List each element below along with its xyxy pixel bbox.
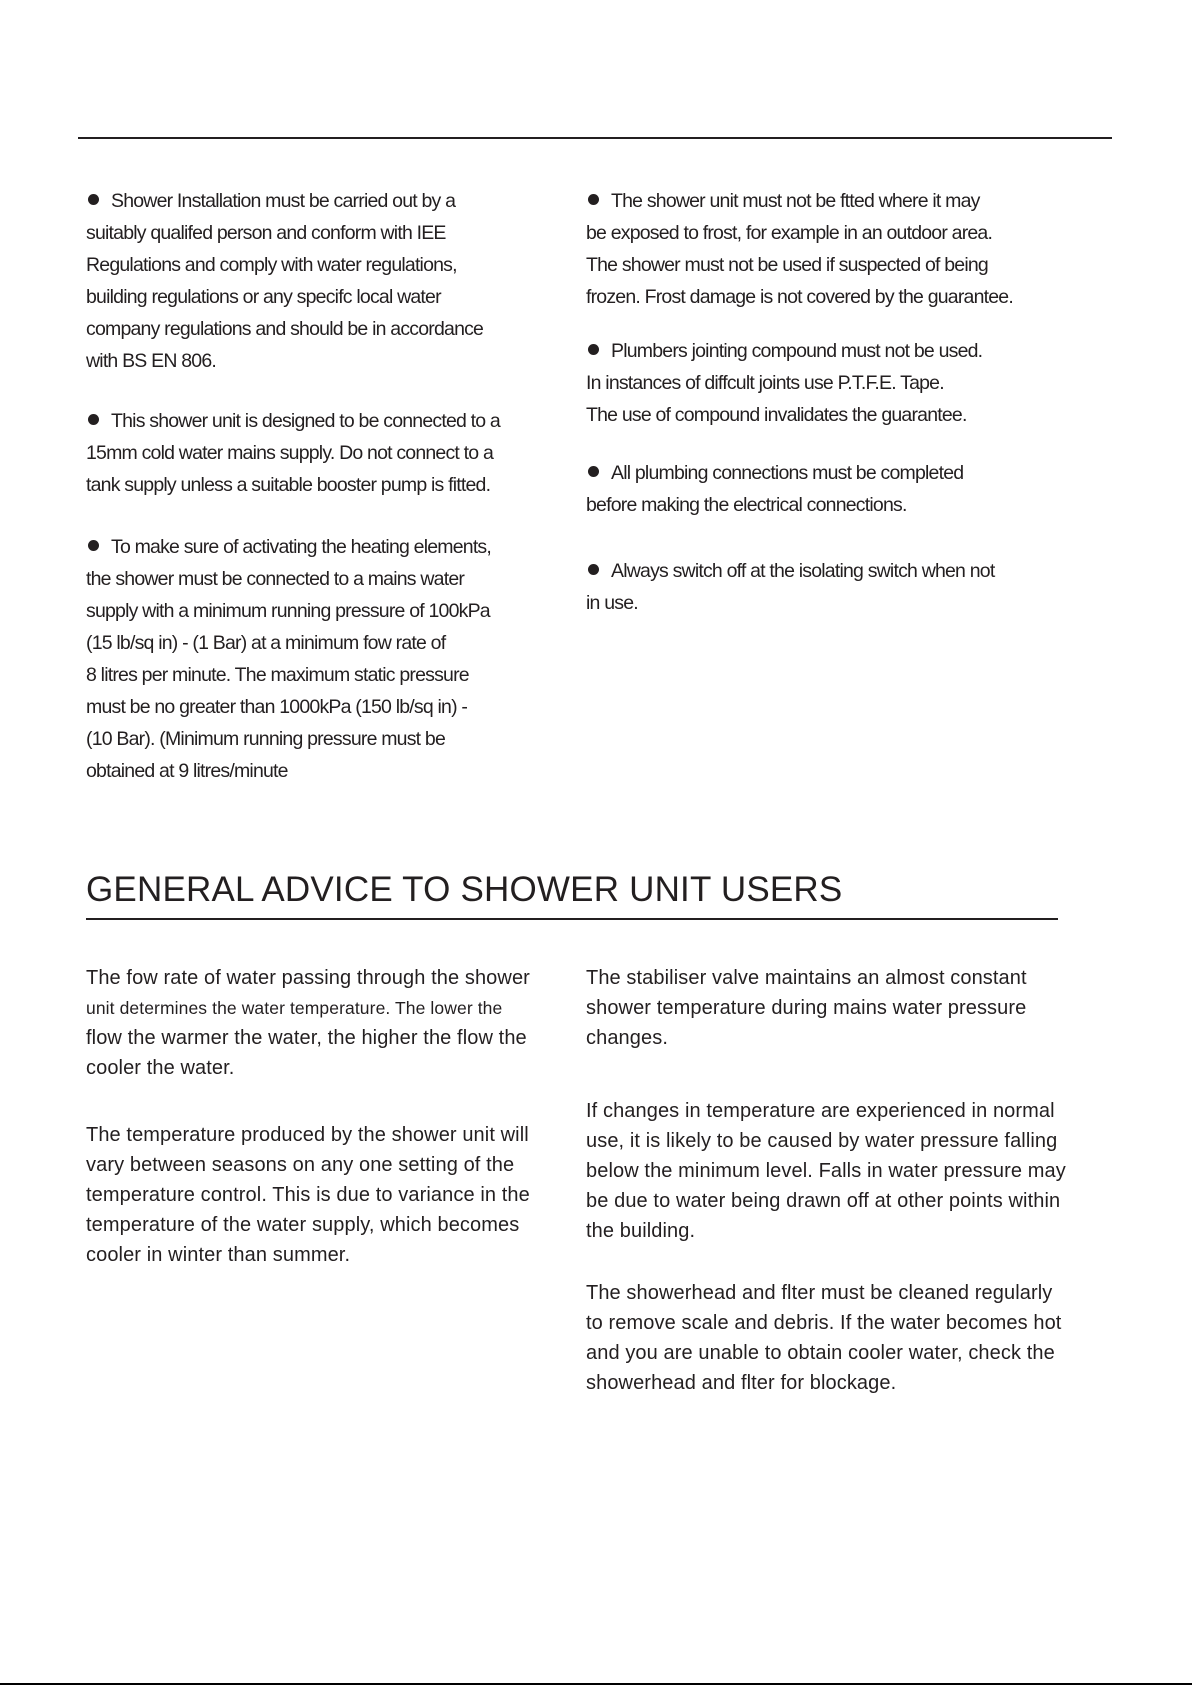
advice-cleaning: The showerhead and flter must be cleaned regularly to remove scale and debris. If the water becomes hot and you are unable to obtain cooler water, check the showerhead and flter for blockage. [586,1282,1062,1394]
header-rule [78,137,1112,139]
note-switch-off: Always switch off at the isolating switch when not in use. [586,560,995,614]
advice-flow-rate: The fow rate of water passing through the shower unit determines the water temperature. The lower the flow the warmer the water, the higher the flow the cooler the water. [86,967,530,1079]
section-title: GENERAL ADVICE TO SHOWER UNIT USERS [86,870,843,909]
bullet-icon [88,540,99,551]
installation-notes-left [86,185,556,787]
advice-temperature-changes: If changes in temperature are experienced in normal use, it is likely to be caused by water pressure falling below the minimum level. Falls in water pressure may be due to water being drawn off at other points within the building. [586,1100,1066,1242]
bullet-icon [88,194,99,205]
advice-seasons: The temperature produced by the shower unit will vary between seasons on any one setting of the temperature control. This is due to variance in the temperature of the water supply, which becomes cooler in winter than summer. [86,1124,530,1266]
note-installer: Shower Installation must be carried out by a suitably qualifed person and conform with IEE Regulations and comply with water regulations, building regulations or any specifc local water company regulations and should be in accordance with BS EN 806. [86,190,484,372]
note-pressure: To make sure of activating the heating elements, the shower must be connected to a mains water supply with a minimum running pressure of 100kPa (15 lb/sq in) - (1 Bar) at a minimum fow rate of 8 litres per minute. The maximum static pressure must be no greater than 1000kPa (150 lb/sq in) - (10 Bar). (Minimum running pressure must be obtained at 9 litres/minute [86,536,492,782]
advice-right-column [586,963,1116,1398]
advice-stabiliser: The stabiliser valve maintains an almost constant shower temperature during mains water pressure changes. [586,967,1027,1049]
advice-left-column [86,963,586,1270]
bullet-icon [88,414,99,425]
bullet-icon [588,344,599,355]
note-compound: Plumbers jointing compound must not be used. In instances of diffcult joints use P.T.F.E. Tape. The use of compound invalidates the guarantee. [586,340,983,426]
installation-notes-right [586,185,1066,619]
bullet-icon [588,194,599,205]
note-supply: This shower unit is designed to be connected to a 15mm cold water mains supply. Do not connect to a tank supply unless a suitable booster pump is fitted. [86,410,500,496]
bullet-icon [588,466,599,477]
note-connections: All plumbing connections must be completed before making the electrical connections. [586,462,964,516]
note-frost: The shower unit must not be ftted where it may be exposed to frost, for example in an outdoor area. The shower must not be used if suspected of being frozen. Frost damage is not covered by the guarantee. [586,190,1013,308]
section-rule [86,918,1058,920]
bullet-icon [588,564,599,575]
